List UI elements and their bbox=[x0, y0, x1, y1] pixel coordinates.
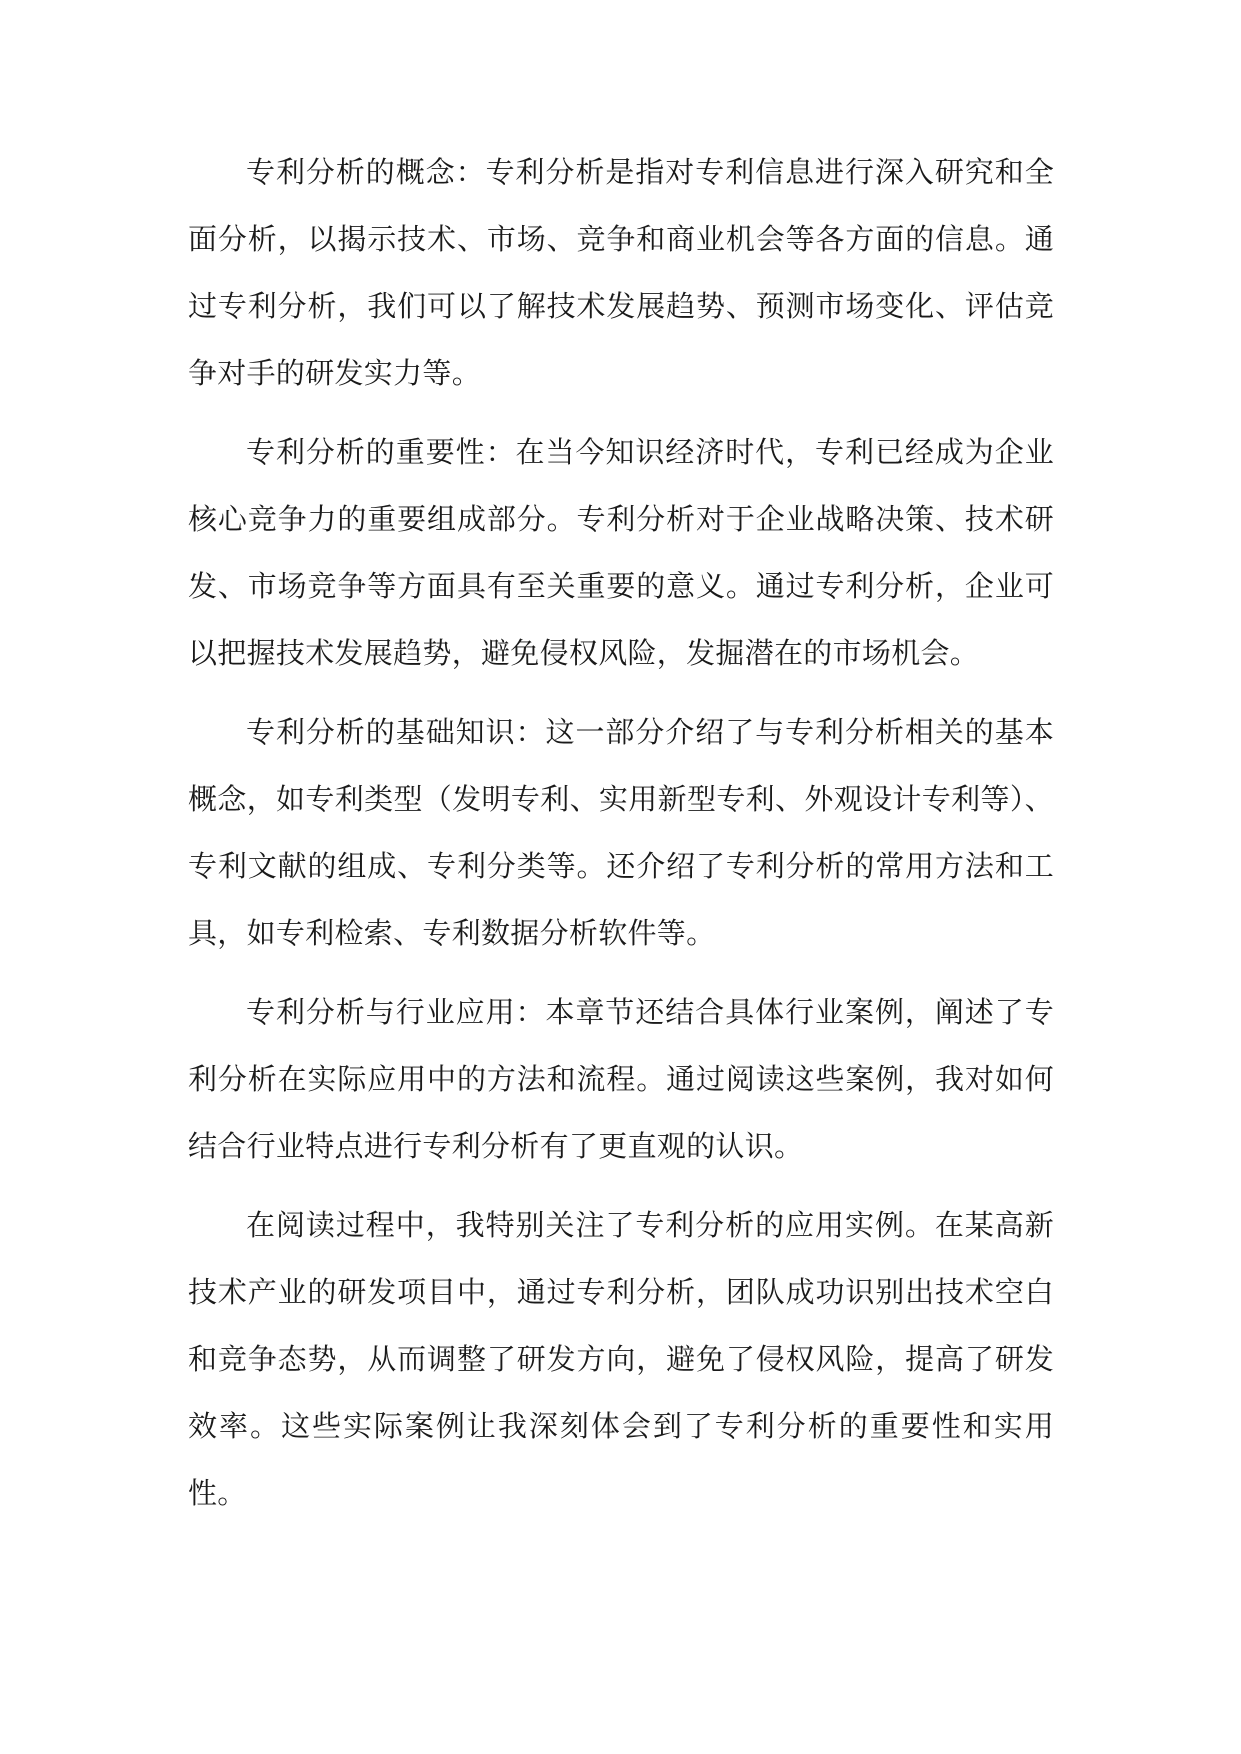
paragraph-patent-analysis-basics: 专利分析的基础知识：这一部分介绍了与专利分析相关的基本概念，如专利类型（发明专利、实用新型专利、外观设计专利等）、专利文献的组成、专利分类等。还介绍了专利分析的常用方法和工具，如专利检索、专利数据分析软件等。 bbox=[188, 715, 1054, 950]
document-body bbox=[188, 139, 1054, 1527]
paragraph-patent-analysis-concept: 专利分析的概念：专利分析是指对专利信息进行深入研究和全面分析，以揭示技术、市场、竞争和商业机会等各方面的信息。通过专利分析，我们可以了解技术发展趋势、预测市场变化、评估竞争对手的研发实力等。 bbox=[188, 155, 1054, 390]
paragraph-reading-reflection: 在阅读过程中，我特别关注了专利分析的应用实例。在某高新技术产业的研发项目中，通过专利分析，团队成功识别出技术空白和竞争态势，从而调整了研发方向，避免了侵权风险，提高了研发效率。这些实际案例让我深刻体会到了专利分析的重要性和实用性。 bbox=[188, 1208, 1054, 1510]
paragraph-patent-analysis-industry: 专利分析与行业应用：本章节还结合具体行业案例，阐述了专利分析在实际应用中的方法和流程。通过阅读这些案例，我对如何结合行业特点进行专利分析有了更直观的认识。 bbox=[188, 995, 1054, 1163]
paragraph-patent-analysis-importance: 专利分析的重要性：在当今知识经济时代，专利已经成为企业核心竞争力的重要组成部分。专利分析对于企业战略决策、技术研发、市场竞争等方面具有至关重要的意义。通过专利分析，企业可以把握技术发展趋势，避免侵权风险，发掘潜在的市场机会。 bbox=[188, 435, 1054, 670]
